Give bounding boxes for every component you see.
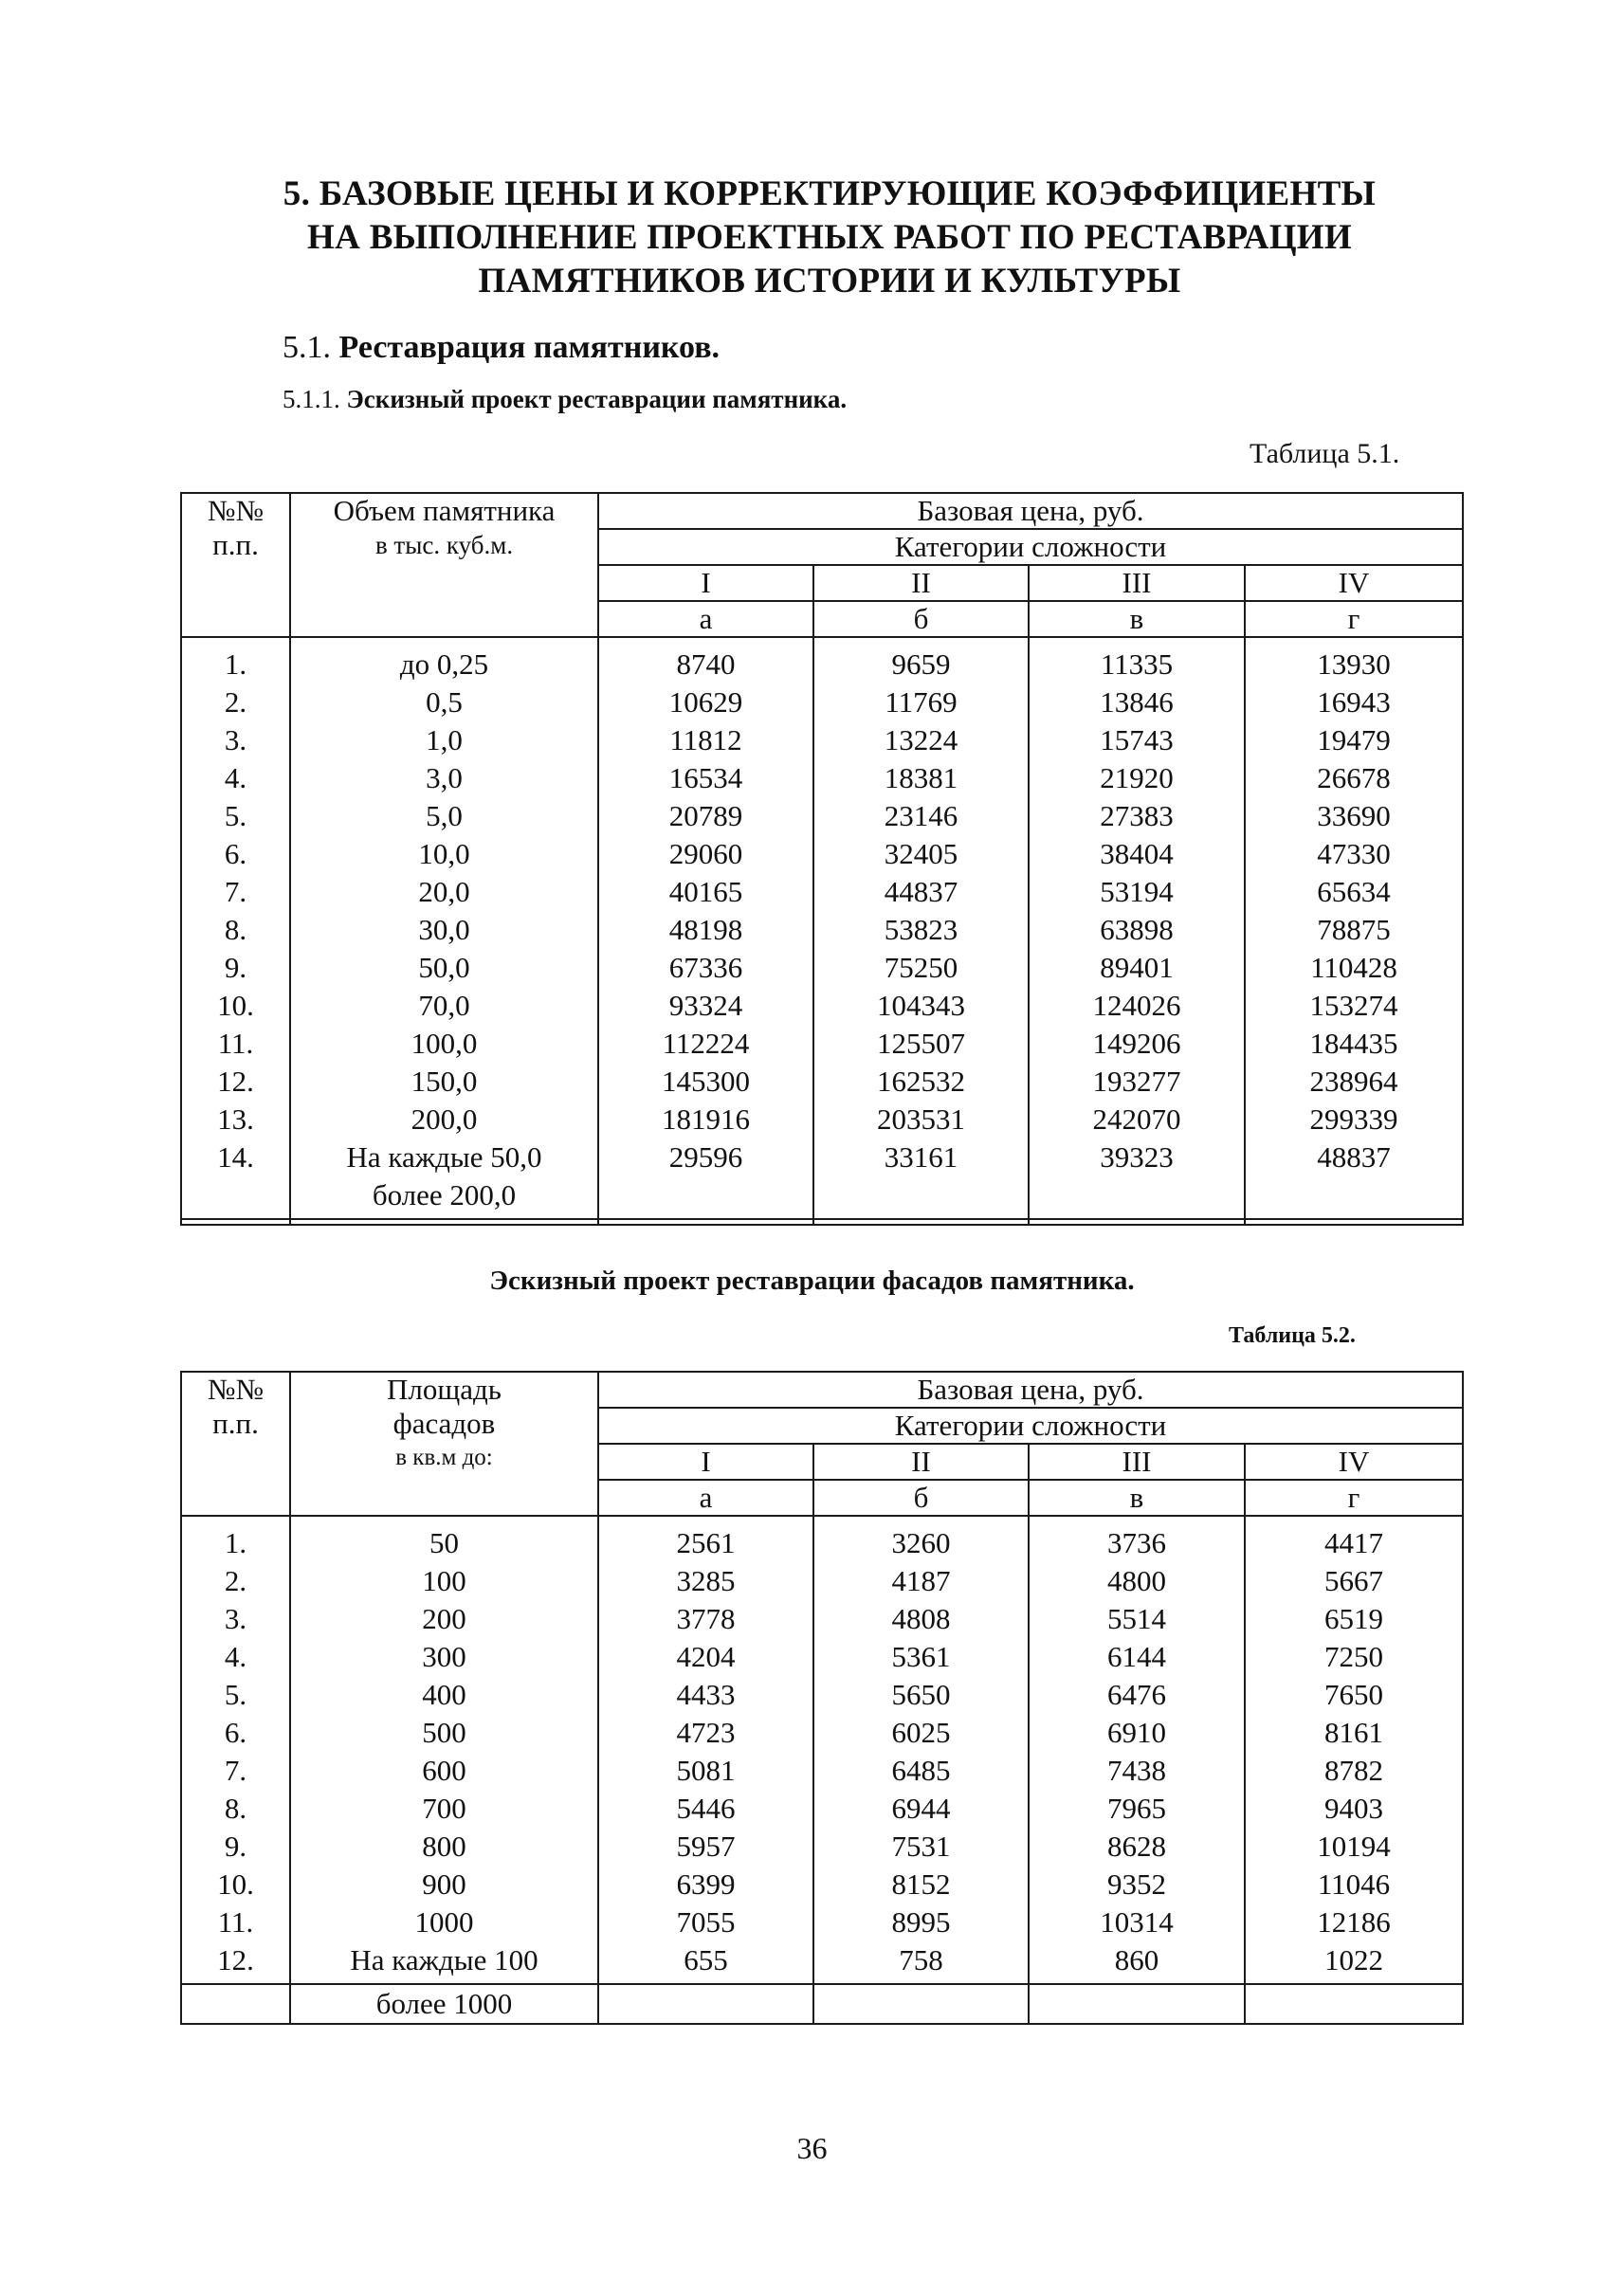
table-cell: 29596 bbox=[668, 1140, 743, 1174]
table-cell: 63898 bbox=[1100, 913, 1174, 946]
table-cell: 124026 bbox=[1092, 989, 1181, 1022]
table-cell: 900 bbox=[422, 1867, 466, 1901]
table-cell: 200 bbox=[422, 1602, 466, 1635]
table-cell: 11769 bbox=[885, 685, 958, 719]
table-label-5-2: Таблица 5.2. bbox=[1229, 1323, 1356, 1348]
table-cell: 5. bbox=[224, 1678, 247, 1711]
table-cell: 8628 bbox=[1107, 1830, 1166, 1863]
table-cell: 23146 bbox=[884, 799, 958, 832]
table-cell: 6519 bbox=[1324, 1602, 1384, 1635]
table-cell: 4. bbox=[224, 1640, 247, 1673]
section-title: Реставрация памятников. bbox=[338, 330, 721, 365]
subsection-title: Эскизный проект реставрации памятника. bbox=[346, 385, 848, 413]
table-cell: 32405 bbox=[884, 837, 958, 870]
table-cell: 50,0 bbox=[418, 951, 470, 984]
table-cell: 110428 bbox=[1310, 951, 1397, 984]
table-cell: 18381 bbox=[884, 761, 958, 794]
header-category-1: I bbox=[598, 1444, 813, 1480]
table-cell: 7055 bbox=[676, 1905, 736, 1939]
table-cell: 6476 bbox=[1107, 1678, 1166, 1711]
table-cell: 8161 bbox=[1324, 1716, 1384, 1749]
table-cell: 50 bbox=[429, 1526, 459, 1559]
table-cell: 104343 bbox=[877, 989, 965, 1022]
table-cell: 10,0 bbox=[418, 837, 470, 870]
table-cell: 1. bbox=[224, 647, 247, 681]
table-cell: 11. bbox=[217, 1027, 254, 1060]
table-cell: 3285 bbox=[676, 1564, 736, 1597]
table-cell: 700 bbox=[422, 1792, 466, 1825]
table-cell: 0,5 bbox=[426, 685, 463, 719]
table-cell: 27383 bbox=[1100, 799, 1174, 832]
table-cell: 9352 bbox=[1107, 1867, 1166, 1901]
table-cell: 100 bbox=[422, 1564, 466, 1597]
table-cell: 16943 bbox=[1317, 685, 1391, 719]
table-cell: 6. bbox=[224, 837, 247, 870]
column-price-v bbox=[1029, 637, 1245, 1219]
table-cell: 4. bbox=[224, 761, 247, 794]
table-cell: более 200,0 bbox=[372, 1178, 517, 1211]
header-volume: Объем памятника в тыс. куб.м. bbox=[290, 493, 598, 637]
column-row-numbers bbox=[181, 637, 290, 1219]
table-cell: 4187 bbox=[891, 1564, 951, 1597]
table-cell: 48837 bbox=[1317, 1140, 1391, 1174]
table-cell: 65634 bbox=[1317, 875, 1391, 908]
table-cell: 6399 bbox=[676, 1867, 736, 1901]
table-cell: 125507 bbox=[877, 1027, 965, 1060]
table-title-5-2: Эскизный проект реставрации фасадов памятника. bbox=[489, 1266, 1135, 1296]
table-cell: 200,0 bbox=[411, 1102, 478, 1136]
table-cell: 10629 bbox=[668, 685, 743, 719]
table-cell: На каждые 100 bbox=[350, 1943, 538, 1976]
table-label-5-1: Таблица 5.1. bbox=[1250, 438, 1400, 469]
table-cell: 7250 bbox=[1324, 1640, 1384, 1673]
section-heading bbox=[180, 173, 1479, 303]
table-cell: 8995 bbox=[891, 1905, 951, 1939]
table-cell: 3. bbox=[224, 1602, 247, 1635]
table-cell: до 0,25 bbox=[399, 647, 489, 681]
table-cell: 9. bbox=[224, 1830, 247, 1863]
table-cell: 33690 bbox=[1317, 799, 1391, 832]
price-table-5-1 bbox=[180, 492, 1464, 1226]
table-cell: 14. bbox=[217, 1140, 254, 1174]
table-cell: 13. bbox=[217, 1102, 254, 1136]
column-volume bbox=[290, 637, 598, 1219]
header-letter-a: а bbox=[598, 1480, 813, 1516]
table-cell: 153274 bbox=[1309, 989, 1398, 1022]
table-cell: 6. bbox=[224, 1716, 247, 1749]
table-cell: 8152 bbox=[891, 1867, 951, 1901]
table-cell: 93324 bbox=[668, 989, 743, 1022]
table-cell: 5667 bbox=[1324, 1564, 1384, 1597]
header-letter-a: а bbox=[598, 601, 813, 637]
table-cell: 6910 bbox=[1107, 1716, 1166, 1749]
table-cell: 16534 bbox=[668, 761, 743, 794]
price-table-5-2 bbox=[180, 1371, 1464, 2025]
table-cell: 300 bbox=[422, 1640, 466, 1673]
table-cell: 33161 bbox=[884, 1140, 958, 1174]
table-cell: 5957 bbox=[676, 1830, 736, 1863]
table-cell: 5650 bbox=[891, 1678, 951, 1711]
table-cell: 149206 bbox=[1092, 1027, 1181, 1060]
table-cell: 4808 bbox=[891, 1602, 951, 1635]
table-cell: 860 bbox=[1114, 1943, 1159, 1976]
table-cell: 4800 bbox=[1107, 1564, 1166, 1597]
table-cell: 238964 bbox=[1309, 1065, 1398, 1098]
table-cell: 89401 bbox=[1100, 951, 1174, 984]
table-cell: 7. bbox=[224, 875, 247, 908]
table-cell: 8740 bbox=[676, 647, 736, 681]
table-cell: 184435 bbox=[1309, 1027, 1398, 1060]
column-price-b bbox=[813, 637, 1029, 1219]
section-number: 5.1. bbox=[283, 330, 331, 365]
table-cell: 29060 bbox=[668, 837, 743, 870]
table-cell: 5,0 bbox=[426, 799, 463, 832]
table-cell: 75250 bbox=[884, 951, 958, 984]
header-area: Площадь фасадов в кв.м до: bbox=[290, 1372, 598, 1516]
table-cell: 600 bbox=[422, 1754, 466, 1787]
table-cell: 10194 bbox=[1317, 1830, 1391, 1863]
table-cell: 12. bbox=[217, 1065, 254, 1098]
table-cell: 6485 bbox=[891, 1754, 951, 1787]
heading-line: ПАМЯТНИКОВ ИСТОРИИ И КУЛЬТУРЫ bbox=[478, 262, 1181, 301]
table-cell: 9. bbox=[224, 951, 247, 984]
table-cell: 1,0 bbox=[426, 723, 463, 756]
table-cell: 9403 bbox=[1324, 1792, 1384, 1825]
table-cell: 112224 bbox=[662, 1027, 750, 1060]
table-cell: 21920 bbox=[1100, 761, 1174, 794]
table-cell: 400 bbox=[422, 1678, 466, 1711]
column-row-numbers bbox=[181, 1516, 290, 1984]
table-cell: 8. bbox=[224, 1792, 247, 1825]
table-cell: 7965 bbox=[1107, 1792, 1166, 1825]
table-cell: 39323 bbox=[1100, 1140, 1174, 1174]
table-cell: 758 bbox=[899, 1943, 943, 1976]
header-letter-b: б bbox=[813, 1480, 1029, 1516]
table-cell: 145300 bbox=[662, 1065, 750, 1098]
table-cell: 53823 bbox=[884, 913, 958, 946]
table-cell: 10. bbox=[217, 989, 254, 1022]
table-cell: 655 bbox=[684, 1943, 728, 1976]
table-cell: 6944 bbox=[891, 1792, 951, 1825]
table-cell: 100,0 bbox=[411, 1027, 478, 1060]
table-cell: 299339 bbox=[1309, 1102, 1398, 1136]
heading-line: НА ВЫПОЛНЕНИЕ ПРОЕКТНЫХ РАБОТ ПО РЕСТАВРАЦИИ bbox=[307, 218, 1352, 257]
table-cell: 20,0 bbox=[418, 875, 470, 908]
table-cell: 15743 bbox=[1100, 723, 1174, 756]
table-cell: 193277 bbox=[1092, 1065, 1181, 1098]
header-category-2: II bbox=[813, 565, 1029, 601]
table-cell: 40165 bbox=[668, 875, 743, 908]
column-price-b bbox=[813, 1516, 1029, 1984]
table-cell: 11335 bbox=[1100, 647, 1174, 681]
header-categories: Категории сложности bbox=[598, 1408, 1463, 1444]
table-cell: 6025 bbox=[891, 1716, 951, 1749]
header-number: №№ п.п. bbox=[181, 493, 290, 637]
table-cell: 4417 bbox=[1324, 1526, 1384, 1559]
header-letter-g: г bbox=[1245, 1480, 1463, 1516]
table-cell: 150,0 bbox=[411, 1065, 478, 1098]
table-cell: 3. bbox=[224, 723, 247, 756]
header-letter-g: г bbox=[1245, 601, 1463, 637]
subsection-number: 5.1.1. bbox=[283, 385, 340, 413]
header-category-4: IV bbox=[1245, 565, 1463, 601]
table-cell: 8782 bbox=[1324, 1754, 1384, 1787]
footer-area-more: более 1000 bbox=[290, 1984, 598, 2024]
table-cell: 4433 bbox=[676, 1678, 736, 1711]
column-price-v bbox=[1029, 1516, 1245, 1984]
table-cell: 11. bbox=[217, 1905, 254, 1939]
column-price-g bbox=[1245, 637, 1463, 1219]
header-letter-b: б bbox=[813, 601, 1029, 637]
header-letter-v: в bbox=[1029, 601, 1245, 637]
header-number: №№ п.п. bbox=[181, 1372, 290, 1516]
header-category-2: II bbox=[813, 1444, 1029, 1480]
table-cell: 5446 bbox=[676, 1792, 736, 1825]
table-cell: 500 bbox=[422, 1716, 466, 1749]
table-cell: 1. bbox=[224, 1526, 247, 1559]
header-category-3: III bbox=[1029, 565, 1245, 601]
table-cell: 162532 bbox=[877, 1065, 965, 1098]
table-cell: 78875 bbox=[1317, 913, 1391, 946]
table-cell: 44837 bbox=[884, 875, 958, 908]
table-cell: 4204 bbox=[676, 1640, 736, 1673]
column-area bbox=[290, 1516, 598, 1984]
column-price-a bbox=[598, 1516, 813, 1984]
header-category-1: I bbox=[598, 565, 813, 601]
table-cell: На каждые 50,0 bbox=[346, 1140, 542, 1174]
header-category-3: III bbox=[1029, 1444, 1245, 1480]
table-cell: 5. bbox=[224, 799, 247, 832]
table-cell: 26678 bbox=[1317, 761, 1391, 794]
table-cell: 7. bbox=[224, 1754, 247, 1787]
table-cell: 19479 bbox=[1317, 723, 1391, 756]
table-cell: 3736 bbox=[1107, 1526, 1166, 1559]
table-cell: 3778 bbox=[676, 1602, 736, 1635]
table-cell: 53194 bbox=[1100, 875, 1174, 908]
table-cell: 30,0 bbox=[418, 913, 470, 946]
table-cell: 7531 bbox=[891, 1830, 951, 1863]
column-price-a bbox=[598, 637, 813, 1219]
table-cell: 47330 bbox=[1317, 837, 1391, 870]
table-cell: 48198 bbox=[668, 913, 743, 946]
table-cell: 4723 bbox=[676, 1716, 736, 1749]
header-categories: Категории сложности bbox=[598, 529, 1463, 565]
table-cell: 10314 bbox=[1100, 1905, 1174, 1939]
header-letter-v: в bbox=[1029, 1480, 1245, 1516]
table-cell: 3260 bbox=[891, 1526, 951, 1559]
table-cell: 203531 bbox=[877, 1102, 965, 1136]
table-cell: 2. bbox=[224, 685, 247, 719]
table-cell: 181916 bbox=[662, 1102, 750, 1136]
table-cell: 7650 bbox=[1324, 1678, 1384, 1711]
header-base-price: Базовая цена, руб. bbox=[598, 493, 1463, 529]
table-cell: 800 bbox=[422, 1830, 466, 1863]
table-cell: 9659 bbox=[891, 647, 951, 681]
table-cell: 13846 bbox=[1100, 685, 1174, 719]
page-number: 36 bbox=[796, 2131, 828, 2165]
subsection-5-1-1 bbox=[283, 385, 847, 414]
table-cell: 38404 bbox=[1100, 837, 1174, 870]
table-cell: 11812 bbox=[669, 723, 742, 756]
table-cell: 5081 bbox=[676, 1754, 736, 1787]
table-cell: 242070 bbox=[1092, 1102, 1181, 1136]
header-category-4: IV bbox=[1245, 1444, 1463, 1480]
table-cell: 6144 bbox=[1107, 1640, 1166, 1673]
table-cell: 13930 bbox=[1317, 647, 1391, 681]
table-cell: 20789 bbox=[668, 799, 743, 832]
table-cell: 70,0 bbox=[418, 989, 470, 1022]
table-cell: 12. bbox=[217, 1943, 254, 1976]
table-cell: 5514 bbox=[1107, 1602, 1166, 1635]
table-cell: 2. bbox=[224, 1564, 247, 1597]
table-cell: 5361 bbox=[891, 1640, 951, 1673]
table-cell: 3,0 bbox=[426, 761, 463, 794]
table-cell: 11046 bbox=[1317, 1867, 1391, 1901]
table-cell: 1000 bbox=[414, 1905, 474, 1939]
table-cell: 10. bbox=[217, 1867, 254, 1901]
column-price-g bbox=[1245, 1516, 1463, 1984]
table-cell: 12186 bbox=[1317, 1905, 1391, 1939]
header-base-price: Базовая цена, руб. bbox=[598, 1372, 1463, 1408]
table-cell: 7438 bbox=[1107, 1754, 1166, 1787]
table-cell: 67336 bbox=[668, 951, 743, 984]
table-cell: 2561 bbox=[676, 1526, 736, 1559]
heading-line: 5. БАЗОВЫЕ ЦЕНЫ И КОРРЕКТИРУЮЩИЕ КОЭФФИЦИЕНТЫ bbox=[283, 174, 1377, 213]
table-cell: 8. bbox=[224, 913, 247, 946]
subsection-5-1 bbox=[283, 330, 720, 366]
table-cell: 13224 bbox=[884, 723, 958, 756]
table-cell: 1022 bbox=[1324, 1943, 1384, 1976]
